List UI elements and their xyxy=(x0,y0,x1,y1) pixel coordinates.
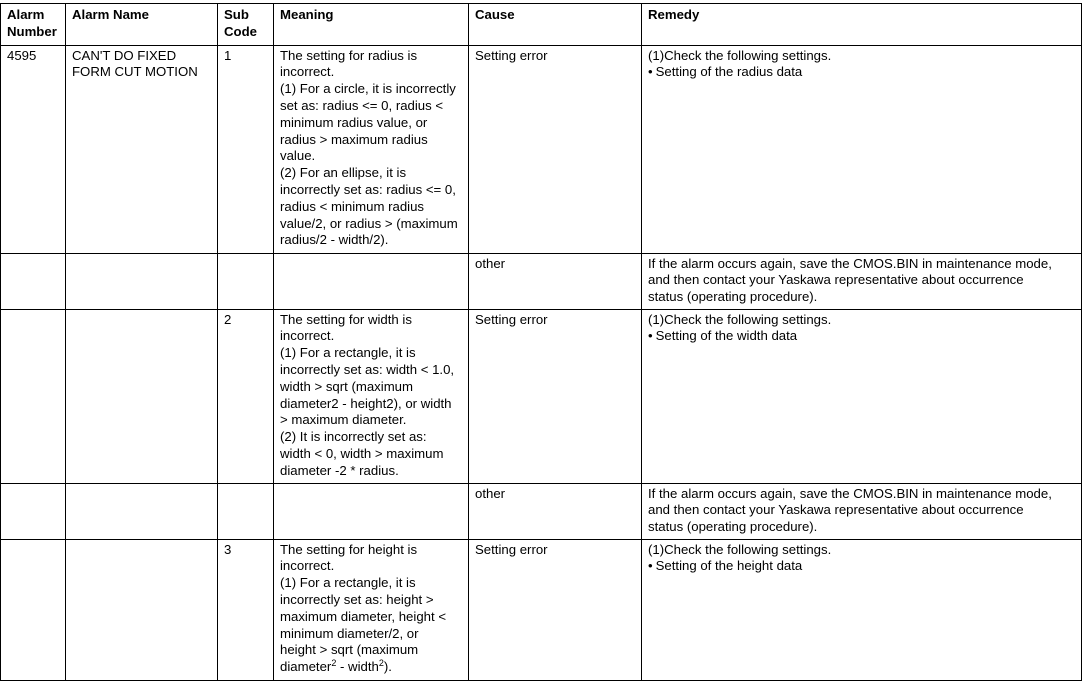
alarm-number-cell: 4595 xyxy=(1,45,66,253)
alarm-table xyxy=(0,3,1082,681)
remedy-bullet-item: • Setting of the radius data xyxy=(648,64,1076,81)
sub-code-cell: 2 xyxy=(218,309,274,483)
empty-cell xyxy=(66,539,218,680)
remedy-bullet-item: • Setting of the width data xyxy=(648,328,1076,345)
cause-cell: Setting error xyxy=(469,309,642,483)
empty-cell xyxy=(66,483,218,539)
header-meaning: Meaning xyxy=(274,4,469,46)
table-row xyxy=(1,45,1082,253)
header-remedy: Remedy xyxy=(642,4,1082,46)
empty-cell xyxy=(66,309,218,483)
header-alarm-name: Alarm Name xyxy=(66,4,218,46)
alarm-name-cell: CAN'T DO FIXED FORM CUT MOTION xyxy=(66,45,218,253)
empty-cell xyxy=(218,483,274,539)
empty-cell xyxy=(1,309,66,483)
table-row xyxy=(1,483,1082,539)
empty-cell xyxy=(1,483,66,539)
header-alarm-number: Alarm Number xyxy=(1,4,66,46)
remedy-cell: (1)Check the following settings. • Setting of the radius data xyxy=(642,45,1082,253)
sub-code-cell: 3 xyxy=(218,539,274,680)
table-row xyxy=(1,309,1082,483)
header-cause: Cause xyxy=(469,4,642,46)
remedy-cell: If the alarm occurs again, save the CMOS.BIN in maintenance mode, and then contact your Yaskawa representative about occurrence status (operating procedure). xyxy=(642,483,1082,539)
table-row xyxy=(1,253,1082,309)
cause-cell: other xyxy=(469,483,642,539)
cause-cell: other xyxy=(469,253,642,309)
table-row xyxy=(1,539,1082,680)
remedy-cell: (1)Check the following settings. • Setting of the height data xyxy=(642,539,1082,680)
remedy-cell: (1)Check the following settings. • Setting of the width data xyxy=(642,309,1082,483)
empty-cell xyxy=(1,253,66,309)
meaning-cell: The setting for height is incorrect. (1) For a rectangle, it is incorrectly set as: height > maximum diameter, height < minimum diameter/2, or height > sqrt (maximum diameter$^2$ - width$^2$). xyxy=(274,539,469,680)
meaning-cell: The setting for width is incorrect. (1) For a rectangle, it is incorrectly set as: width < 1.0, width > sqrt (maximum diameter2 - height2), or width > maximum diameter. (2) It is incorrectly set as: width < 0, width > maximum diameter -2 * radius. xyxy=(274,309,469,483)
table-header-row xyxy=(1,4,1082,46)
meaning-cell: The setting for radius is incorrect. (1) For a circle, it is incorrectly set as: radius <= 0, radius < minimum radius value, or radius > maximum radius value. (2) For an ellipse, it is incorrectly set as: radius <= 0, radius < minimum radius value/2, or radius > (maximum radius/2 - width/2). xyxy=(274,45,469,253)
remedy-bullet-item: • Setting of the height data xyxy=(648,558,1076,575)
empty-cell xyxy=(274,483,469,539)
empty-cell xyxy=(218,253,274,309)
sub-code-cell: 1 xyxy=(218,45,274,253)
cause-cell: Setting error xyxy=(469,45,642,253)
empty-cell xyxy=(274,253,469,309)
header-sub-code: Sub Code xyxy=(218,4,274,46)
empty-cell xyxy=(1,539,66,680)
remedy-cell: If the alarm occurs again, save the CMOS.BIN in maintenance mode, and then contact your Yaskawa representative about occurrence status (operating procedure). xyxy=(642,253,1082,309)
meaning-last-line: diameter$^2$ - width$^2$). xyxy=(280,658,392,675)
cause-cell: Setting error xyxy=(469,539,642,680)
empty-cell xyxy=(66,253,218,309)
